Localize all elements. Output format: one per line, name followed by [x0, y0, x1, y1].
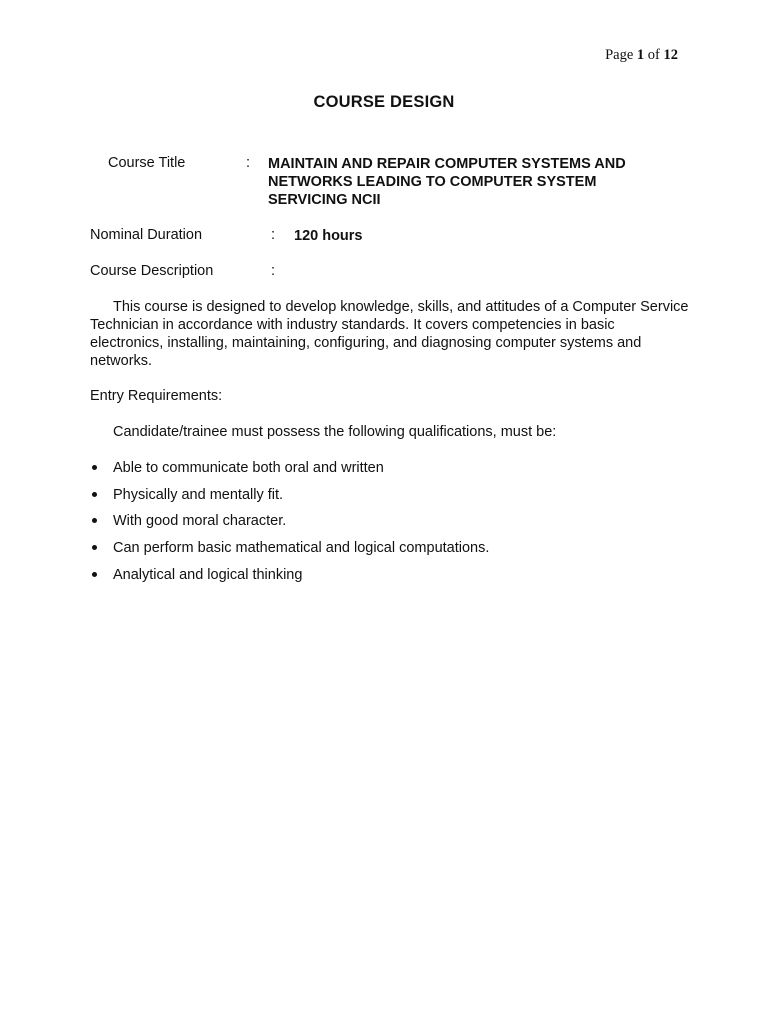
bullet-icon: [92, 572, 97, 577]
course-title-value: MAINTAIN AND REPAIR COMPUTER SYSTEMS AND NETWORKS LEADING TO COMPUTER SYSTEM SERVICING NCII: [268, 156, 626, 208]
list-item-text: Analytical and logical thinking: [113, 566, 303, 583]
course-title-label: Course Title: [108, 155, 186, 171]
entry-requirements-intro: Candidate/trainee must possess the following qualifications, must be:: [113, 424, 557, 440]
list-item-text: Able to communicate both oral and written: [113, 460, 384, 476]
list-item: [90, 538, 489, 565]
duration-value: 120 hours: [294, 228, 363, 244]
list-item: [90, 485, 489, 512]
list-item-text: Physically and mentally fit.: [113, 486, 284, 503]
requirements-list: [90, 458, 489, 591]
description-label: Course Description: [90, 263, 214, 279]
bullet-icon: [92, 518, 97, 523]
list-item-text: With good moral character.: [113, 513, 287, 530]
page-number: [605, 47, 678, 64]
list-item: [90, 565, 489, 592]
page-current: 1: [636, 47, 645, 63]
description-separator: :: [271, 263, 276, 279]
duration-label: Nominal Duration: [90, 227, 203, 243]
list-item-text: Can perform basic mathematical and logical computations.: [113, 540, 490, 557]
bullet-icon: [92, 492, 97, 497]
course-title-separator: :: [246, 155, 251, 171]
page-of: of: [644, 47, 664, 63]
list-item: [90, 458, 489, 485]
document-title: COURSE DESIGN: [313, 93, 455, 111]
page-prefix: Page: [605, 47, 637, 63]
page-total: 12: [663, 47, 678, 63]
entry-requirements-heading: Entry Requirements:: [90, 388, 223, 404]
bullet-icon: [92, 465, 97, 470]
description-paragraph: This course is designed to develop knowledge, skills, and attitudes of a Computer Service Technician in accordance with industry standards. It covers competencies in basic electronics, installing, maintaining, configuring, and diagnosing computer systems and networks.: [90, 299, 689, 369]
list-item: [90, 511, 489, 538]
bullet-icon: [92, 545, 97, 550]
duration-separator: :: [271, 227, 276, 243]
